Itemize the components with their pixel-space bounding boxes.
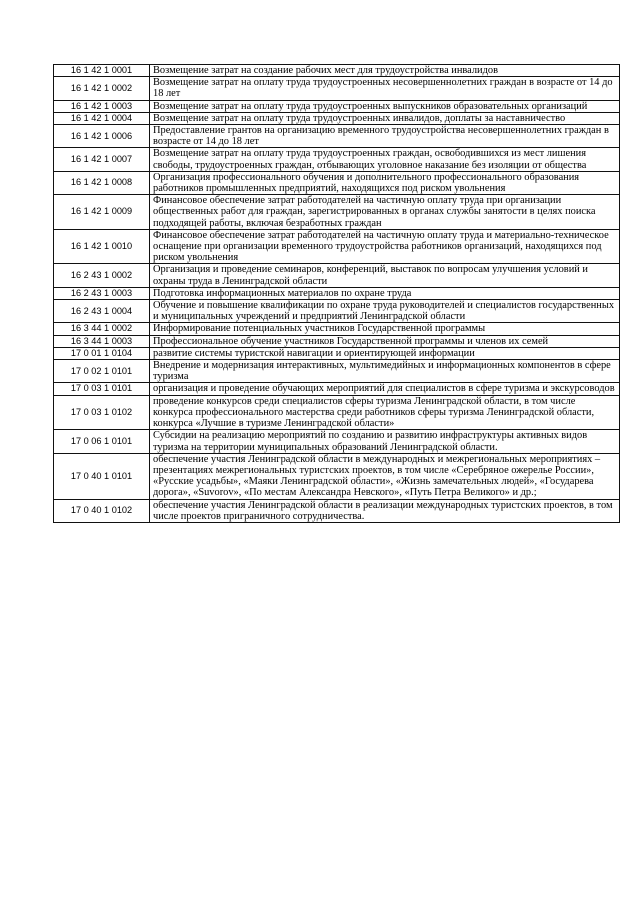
row-description: Организация профессионального обучения и дополнительного профессионального образования работников промышленных предприятий, находящихся под риском увольнения bbox=[150, 171, 620, 194]
table-row bbox=[54, 323, 620, 335]
budget-code-table bbox=[53, 64, 620, 523]
row-code: 16 2 43 1 0002 bbox=[54, 264, 150, 287]
row-description: Возмещение затрат на оплату труда трудоустроенных выпускников образовательных организаций bbox=[150, 100, 620, 112]
row-description: Профессиональное обучение участников Государственной программы и членов их семей bbox=[150, 335, 620, 347]
row-code: 16 1 42 1 0002 bbox=[54, 77, 150, 100]
row-description: проведение конкурсов среди специалистов сферы туризма Ленинградской области, в том числе конкурса профессионального мастерства среди работников сферы туризма Ленинградской области, конкурса «Лучшие в туризме Ленинградской области» bbox=[150, 395, 620, 430]
row-description: Финансовое обеспечение затрат работодателей на частичную оплату труда и материально-техническое оснащение при организации временного трудоустройства работников организаций, находящихся под риском увольнения bbox=[150, 229, 620, 264]
row-code: 16 2 43 1 0003 bbox=[54, 287, 150, 299]
table-row bbox=[54, 395, 620, 430]
table-row bbox=[54, 287, 620, 299]
table-row bbox=[54, 148, 620, 171]
table-row bbox=[54, 125, 620, 148]
row-code: 16 3 44 1 0003 bbox=[54, 335, 150, 347]
row-code: 16 1 42 1 0006 bbox=[54, 125, 150, 148]
table-row bbox=[54, 112, 620, 124]
table-row bbox=[54, 229, 620, 264]
row-description: Возмещение затрат на оплату труда трудоустроенных инвалидов, доплаты за наставничество bbox=[150, 112, 620, 124]
row-description: Возмещение затрат на создание рабочих мест для трудоустройства инвалидов bbox=[150, 65, 620, 77]
table-row bbox=[54, 347, 620, 359]
row-code: 17 0 03 1 0101 bbox=[54, 383, 150, 395]
row-description: Организация и проведение семинаров, конференций, выставок по вопросам улучшения условий и охраны труда в Ленинградской области bbox=[150, 264, 620, 287]
row-code: 17 0 06 1 0101 bbox=[54, 430, 150, 453]
row-code: 16 1 42 1 0001 bbox=[54, 65, 150, 77]
row-code: 16 2 43 1 0004 bbox=[54, 300, 150, 323]
row-description: Возмещение затрат на оплату труда трудоустроенных несовершеннолетних граждан в возрасте от 14 до 18 лет bbox=[150, 77, 620, 100]
row-code: 16 1 42 1 0003 bbox=[54, 100, 150, 112]
table-row bbox=[54, 499, 620, 522]
row-code: 16 1 42 1 0007 bbox=[54, 148, 150, 171]
row-description: Возмещение затрат на оплату труда трудоустроенных граждан, освободившихся из мест лишения свободы, трудоустроенных граждан, отбывающих уголовное наказание без изоляции от общества bbox=[150, 148, 620, 171]
table-row bbox=[54, 77, 620, 100]
row-description: обеспечение участия Ленинградской области в международных и межрегиональных мероприятиях – презентациях межрегиональных туристских проектов, в том числе «Серебряное ожерелье России», «Русские усадьбы», «Маяки Ленинградской области», «Жизнь замечательных людей», «Государева дорога», «Suvorov», «По местам Александра Невского», «Путь Петра Великого» и др.; bbox=[150, 453, 620, 499]
table-row bbox=[54, 430, 620, 453]
table-row bbox=[54, 453, 620, 499]
table-row bbox=[54, 171, 620, 194]
table-row bbox=[54, 335, 620, 347]
table-row bbox=[54, 360, 620, 383]
row-description: Обучение и повышение квалификации по охране труда руководителей и специалистов государственных и муниципальных учреждений и предприятий Ленинградской области bbox=[150, 300, 620, 323]
row-code: 16 3 44 1 0002 bbox=[54, 323, 150, 335]
row-description: Субсидии на реализацию мероприятий по созданию и развитию инфраструктуры активных видов туризма на территории муниципальных образований Ленинградской области. bbox=[150, 430, 620, 453]
row-description: обеспечение участия Ленинградской области в реализации международных туристских проектов, в том числе проектов приграничного сотрудничества. bbox=[150, 499, 620, 522]
row-description: Финансовое обеспечение затрат работодателей на частичную оплату труда при организации общественных работ для граждан, зарегистрированных в органах службы занятости в целях поиска подходящей работы, включая безработных граждан bbox=[150, 195, 620, 230]
row-code: 16 1 42 1 0009 bbox=[54, 195, 150, 230]
table-row bbox=[54, 195, 620, 230]
row-description: развитие системы туристской навигации и ориентирующей информации bbox=[150, 347, 620, 359]
row-code: 16 1 42 1 0010 bbox=[54, 229, 150, 264]
table-row bbox=[54, 65, 620, 77]
row-description: Внедрение и модернизация интерактивных, мультимедийных и информационных компонентов в сфере туризма bbox=[150, 360, 620, 383]
row-description: Информирование потенциальных участников Государственной программы bbox=[150, 323, 620, 335]
table-row bbox=[54, 300, 620, 323]
table-row bbox=[54, 100, 620, 112]
row-description: Предоставление грантов на организацию временного трудоустройства несовершеннолетних граждан в возрасте от 14 до 18 лет bbox=[150, 125, 620, 148]
row-code: 17 0 03 1 0102 bbox=[54, 395, 150, 430]
row-code: 17 0 02 1 0101 bbox=[54, 360, 150, 383]
row-code: 17 0 01 1 0104 bbox=[54, 347, 150, 359]
table-row bbox=[54, 264, 620, 287]
row-code: 17 0 40 1 0102 bbox=[54, 499, 150, 522]
table-row bbox=[54, 383, 620, 395]
budget-code-table-page bbox=[53, 64, 619, 523]
row-description: Подготовка информационных материалов по охране труда bbox=[150, 287, 620, 299]
row-code: 17 0 40 1 0101 bbox=[54, 453, 150, 499]
row-description: организация и проведение обучающих мероприятий для специалистов в сфере туризма и экскурсоводов bbox=[150, 383, 620, 395]
row-code: 16 1 42 1 0004 bbox=[54, 112, 150, 124]
row-code: 16 1 42 1 0008 bbox=[54, 171, 150, 194]
